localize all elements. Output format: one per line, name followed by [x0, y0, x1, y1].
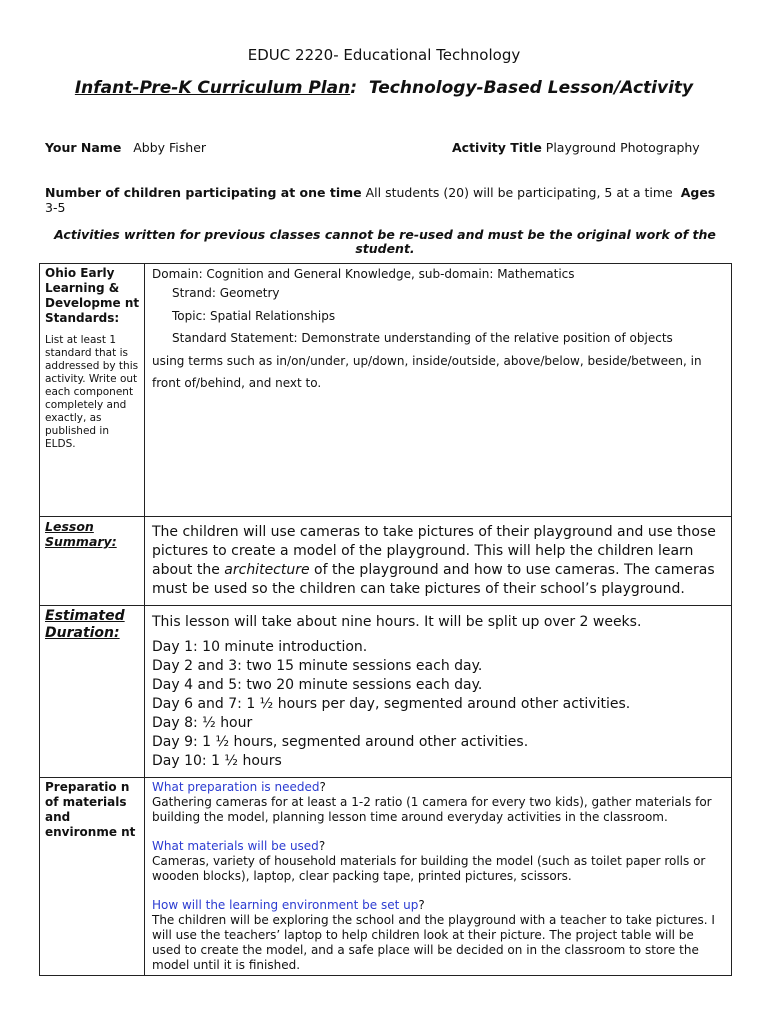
standards-note: List at least 1 standard that is addressed by this activity. Write out each component completely and exactly, as published in ELDS. [45, 334, 139, 450]
duration-label-cell [40, 606, 145, 778]
duration-day: Day 8: ½ hour [152, 715, 253, 731]
duration-day: Day 4 and 5: two 20 minute sessions each day. [152, 677, 483, 693]
lesson-summary-text [152, 523, 725, 599]
prep-question-2-mark: ? [318, 839, 326, 853]
children-count-value: All students (20) will be participating, 5 at a time [365, 185, 673, 200]
ages-value: 3-5 [45, 200, 66, 215]
summary-text-italic: architecture [224, 562, 310, 578]
standards-label-cell [40, 264, 145, 517]
name-label: Your Name [45, 140, 122, 155]
ages-label: Ages [680, 185, 716, 200]
standard-statement-cont: using terms such as in/on/under, up/down, inside/outside, above/below, beside/between, in [152, 353, 702, 368]
prep-answer-2: Cameras, variety of household materials for building the model (such as toilet paper rolls or wooden blocks), laptop, clear packing tape, printed pictures, scissors. [152, 854, 706, 883]
preparation-content-cell [145, 778, 732, 976]
standard-statement-end: front of/behind, and next to. [152, 376, 322, 390]
prep-question-1-mark: ? [319, 780, 326, 794]
summary-text-a: The children will use cameras to take pictures of their playground and use those pictures to create a model of the playground. This will help the children learn about the [152, 524, 716, 578]
standard-strand: Strand: Geometry [172, 286, 280, 300]
duration-label: Estimated Duration: [45, 608, 125, 641]
plan-title [0, 78, 768, 98]
standards-label: Ohio Early Learning & Developme nt Standards: [45, 266, 140, 325]
name-value: Abby Fisher [133, 140, 207, 155]
prep-question-3-mark: ? [418, 898, 425, 912]
duration-day: Day 6 and 7: 1 ½ hours per day, segmented around other activities. [152, 696, 631, 712]
preparation-label: Preparatio n of materials and environme nt [45, 780, 136, 839]
activity-title-value: Playground Photography [545, 140, 700, 155]
summary-label: Lesson Summary: [45, 519, 117, 549]
children-count-label: Number of children participating at one time [45, 185, 362, 200]
summary-content-cell [145, 517, 732, 606]
duration-day: Day 10: 1 ½ hours [152, 753, 282, 769]
prep-question-3-text: How will the learning environment be set up [152, 898, 419, 912]
children-count-field [45, 185, 725, 215]
plan-title-subtitle: Technology-Based Lesson/Activity [357, 78, 694, 98]
prep-answer-3: The children will be exploring the school and the playground with a teacher to take pictures. I will use the teachers’ laptop to help children look at their picture. The project table will be used to create the model, and a safe place will be decided on in the classroom to store the model until it is finished. [152, 913, 715, 972]
summary-row [40, 517, 732, 606]
prep-question-2-text: What materials will be used [152, 839, 319, 853]
standard-domain: Domain: Cognition and General Knowledge, sub-domain: Mathematics [152, 267, 575, 281]
duration-row [40, 606, 732, 778]
prep-question-1-text: What preparation is needed [152, 780, 320, 794]
name-field [45, 140, 206, 155]
summary-text-b: of the playground and how to use cameras. The cameras must be used so the children can take pictures of their school’s playground. [152, 562, 715, 597]
activity-title-label: Activity Title [452, 140, 542, 155]
preparation-label-cell [40, 778, 145, 976]
preparation-row [40, 778, 732, 976]
originality-notice: Activities written for previous classes cannot be re-used and must be the original work of the student. [54, 227, 716, 256]
plan-title-colon: : [350, 78, 358, 98]
standard-statement: Standard Statement: Demonstrate understanding of the relative position of objects [172, 331, 673, 345]
prep-question-1 [152, 780, 725, 795]
curriculum-table [39, 263, 732, 976]
duration-day: Day 9: 1 ½ hours, segmented around other activities. [152, 734, 529, 750]
standards-content-cell [145, 264, 732, 517]
duration-intro: This lesson will take about nine hours. It will be split up over 2 weeks. [152, 614, 642, 630]
plan-title-main: Infant-Pre-K Curriculum Plan [74, 78, 351, 98]
course-title: EDUC 2220- Educational Technology [247, 46, 521, 64]
prep-question-3 [152, 898, 725, 913]
prep-question-2 [152, 839, 725, 854]
summary-label-cell [40, 517, 145, 606]
standards-row [40, 264, 732, 517]
duration-content-cell [145, 606, 732, 778]
duration-day: Day 1: 10 minute introduction. [152, 639, 368, 655]
duration-day: Day 2 and 3: two 15 minute sessions each day. [152, 658, 483, 674]
activity-title-field [452, 140, 700, 155]
standard-topic: Topic: Spatial Relationships [172, 308, 336, 323]
prep-answer-1: Gathering cameras for at least a 1-2 ratio (1 camera for every two kids), gather materials for building the model, planning lesson time around everyday activities in the classroom. [152, 795, 712, 824]
